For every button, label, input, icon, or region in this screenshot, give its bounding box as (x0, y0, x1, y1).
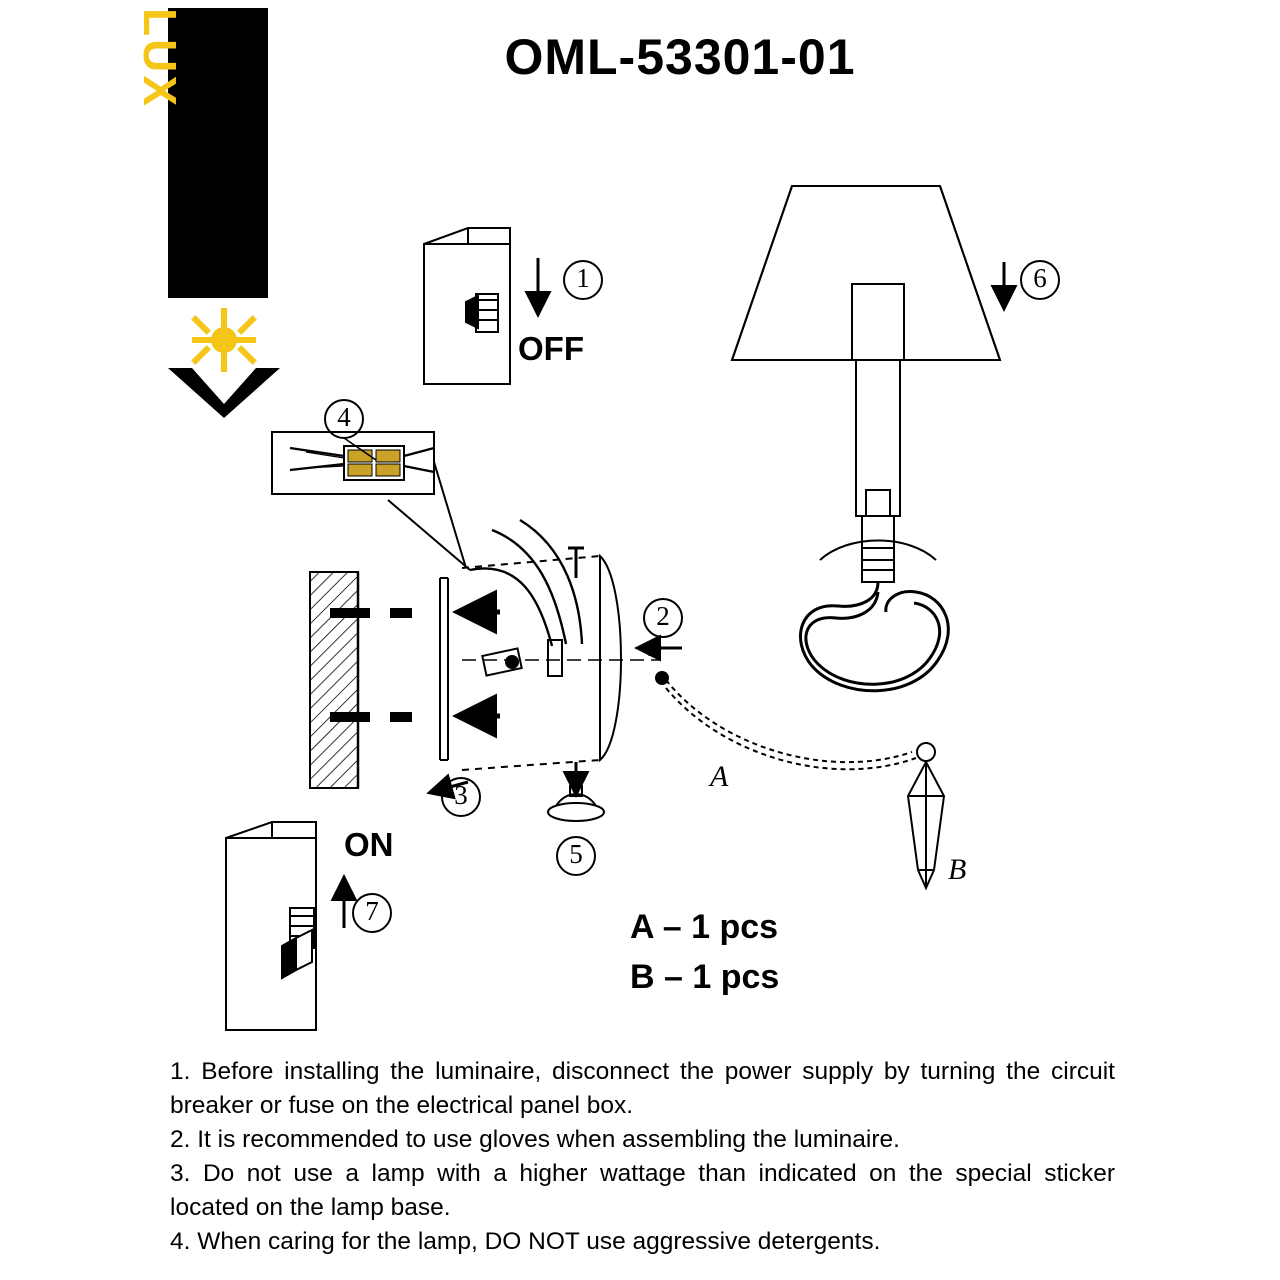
safety-notes (170, 1055, 1115, 1259)
note-3: 3. Do not use a lamp with a higher wattage than indicated on the special sticker located on the lamp base. (170, 1160, 1115, 1221)
breaker-box-off (424, 228, 510, 384)
callout-1: 1 (576, 263, 590, 293)
label-part-b: B (948, 853, 967, 886)
logo-omni-text: OMNI (92, 22, 144, 151)
callout-7: 7 (365, 896, 379, 926)
terminal-block (272, 432, 434, 494)
callout-3: 3 (454, 780, 468, 810)
logo-lux-text: LUX (134, 8, 186, 109)
label-off: OFF (518, 330, 584, 367)
callout-2: 2 (656, 601, 670, 631)
note-1: 1. Before installing the luminaire, disconnect the power supply by turning the circuit breaker or fuse on the electrical panel box. (170, 1058, 1115, 1119)
callout-6: 6 (1033, 263, 1047, 293)
logo-tagline-bottom: СВЕТ (254, 180, 271, 245)
note-4: 4. When caring for the lamp, DO NOT use aggressive detergents. (170, 1228, 881, 1255)
logo-tagline-top: КАЖДОМУ (254, 8, 271, 127)
page-title: OML-53301-01 (504, 29, 856, 85)
crystal-pendant (908, 743, 944, 888)
parts-list-item: A – 1 pcs (630, 908, 779, 946)
label-part-a: A (710, 760, 729, 793)
callout-4: 4 (337, 402, 351, 432)
parts-list-item: B – 1 pcs (630, 958, 780, 996)
label-on: ON (344, 826, 394, 863)
lamp-assembly (655, 186, 1000, 888)
note-2: 2. It is recommended to use gloves when assembling the luminaire. (170, 1126, 900, 1153)
wall-section (310, 572, 412, 788)
breaker-box-on (226, 822, 316, 1030)
parts-list (630, 902, 779, 1002)
callout-5: 5 (569, 839, 583, 869)
